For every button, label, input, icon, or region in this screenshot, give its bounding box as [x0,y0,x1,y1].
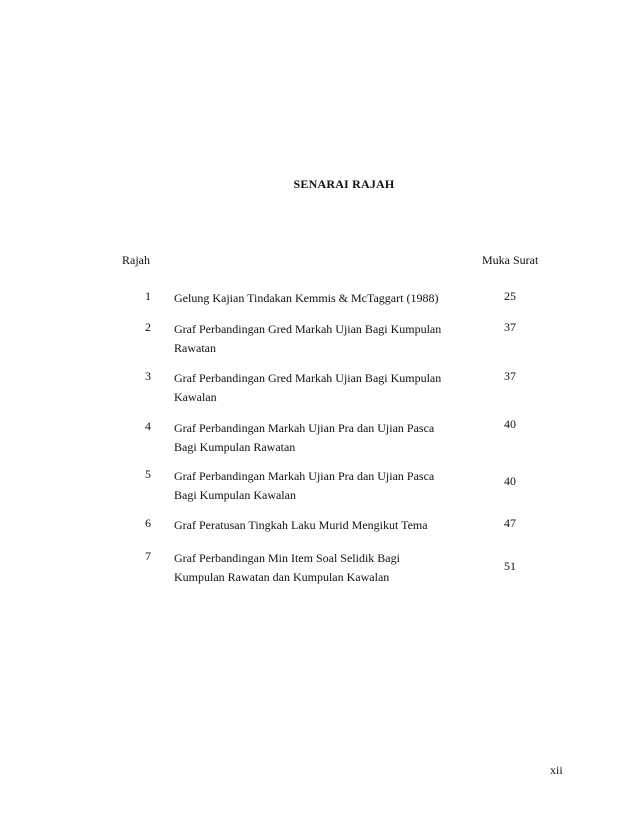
entry-description: Graf Perbandingan Markah Ujian Pra dan Ujian Pasca Bagi Kumpulan Rawatan [174,421,435,454]
page-title: SENARAI RAJAH [293,177,395,191]
entry-description: Graf Perbandingan Gred Markah Ujian Bagi Kumpulan Rawatan [174,322,442,355]
entry-page: 40 [504,474,516,488]
entry-page: 47 [504,516,516,530]
entry-number: 6 [145,516,151,530]
list-item [0,419,638,459]
entry-page: 40 [504,417,516,431]
entry-page: 25 [504,289,516,303]
column-header-rajah: Rajah [122,253,150,267]
entry-description: Gelung Kajian Tindakan Kemmis & McTaggart (1988) [174,291,439,305]
entry-description: Graf Peratusan Tingkah Laku Murid Mengikut Tema [174,518,428,532]
list-item [0,549,638,589]
entry-description: Graf Perbandingan Markah Ujian Pra dan Ujian Pasca Bagi Kumpulan Kawalan [174,469,435,502]
entry-page: 51 [504,559,516,573]
entry-number: 7 [145,549,151,563]
column-header-muka-surat: Muka Surat [482,253,539,267]
list-item [0,320,638,360]
entry-number: 4 [145,419,151,433]
entry-page: 37 [504,369,516,383]
entry-description: Graf Perbandingan Min Item Soal Selidik Bagi Kumpulan Rawatan dan Kumpulan Kawalan [174,551,400,584]
page-number: xii [550,763,563,777]
entry-description: Graf Perbandingan Gred Markah Ujian Bagi Kumpulan Kawalan [174,371,442,404]
list-item [0,467,638,507]
entry-number: 2 [145,320,151,334]
entry-number: 5 [145,467,151,481]
entry-number: 3 [145,369,151,383]
list-item [0,369,638,409]
entry-number: 1 [145,289,151,303]
entry-page: 37 [504,320,516,334]
